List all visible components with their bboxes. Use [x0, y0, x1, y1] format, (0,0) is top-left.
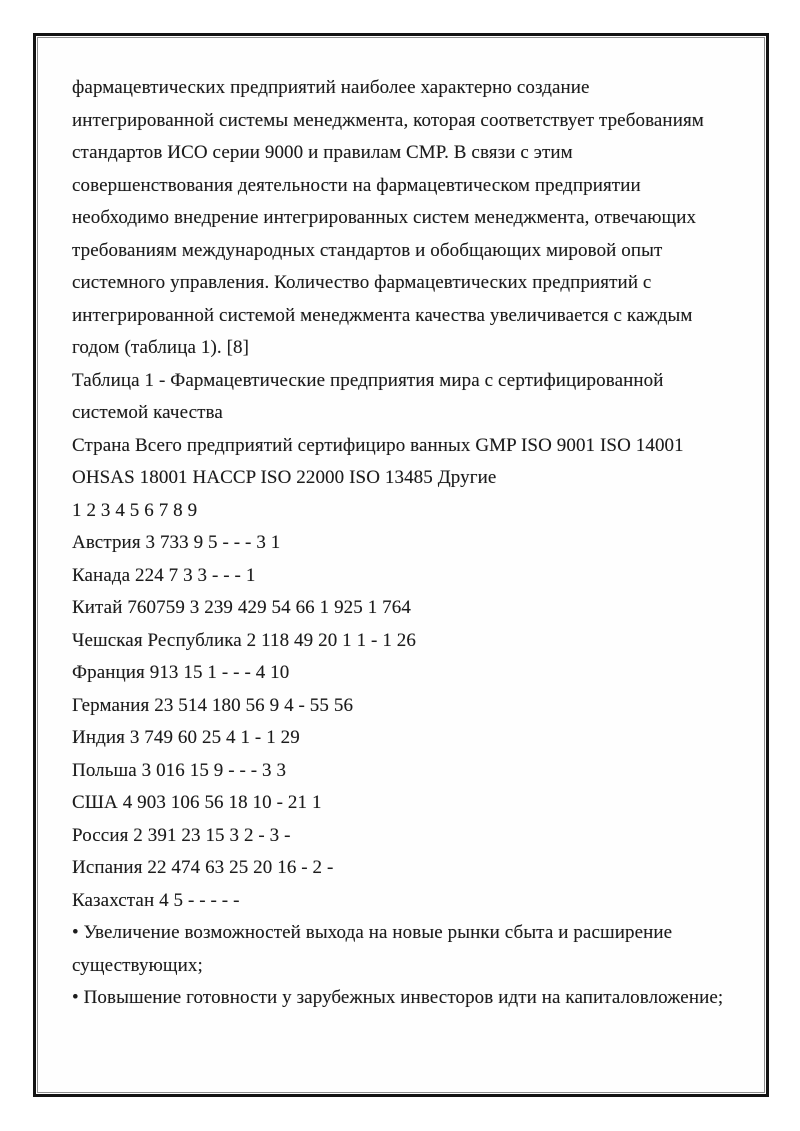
- table-row: Казахстан 4 5 - - - - -: [72, 889, 240, 911]
- table-caption-line: Таблица 1 - Фармацевтические предприятия мира с сертифицированной: [72, 369, 664, 391]
- table-row: Канада 224 7 3 3 - - - 1: [72, 564, 256, 586]
- table-column-numbers-row: 1 2 3 4 5 6 7 8 9: [72, 499, 198, 521]
- bullet-line: существующих;: [72, 954, 203, 976]
- paragraph-line: требованиям международных стандартов и обобщающих мировой опыт: [72, 239, 663, 261]
- paragraph-line: годом (таблица 1). [8]: [72, 337, 250, 358]
- paragraph-line: фармацевтических предприятий наиболее характерно создание: [72, 77, 590, 98]
- table-row: Австрия 3 733 9 5 - - - 3 1: [72, 532, 281, 553]
- table-row: Россия 2 391 23 15 3 2 - 3 -: [72, 824, 291, 846]
- paragraph-line: стандартов ИСО серии 9000 и правилам СМР. В связи с этим: [72, 142, 573, 163]
- paragraph-line: интегрированной системы менеджмента, которая соответствует требованиям: [72, 109, 704, 131]
- page-border-inner-line: [37, 37, 765, 1093]
- page-border: [33, 33, 769, 1097]
- table-row: Франция 913 15 1 - - - 4 10: [72, 662, 290, 683]
- page-content: [38, 38, 764, 1015]
- table-header-line: OHSAS 18001 HACCP ISO 22000 ISO 13485 Другие: [72, 467, 497, 488]
- paragraph-line: интегрированной системой менеджмента качества увеличивается с каждым: [72, 304, 693, 326]
- table-row: Чешская Республика 2 118 49 20 1 1 - 1 26: [72, 629, 416, 651]
- paragraph-line: необходимо внедрение интегрированных систем менеджмента, отвечающих: [72, 207, 697, 228]
- bullet-line: • Повышение готовности у зарубежных инвесторов идти на капиталовложение;: [72, 987, 724, 1008]
- table-row: Испания 22 474 63 25 20 16 - 2 -: [72, 857, 334, 878]
- table-header-line: Страна Всего предприятий сертифициро ванных GMP ISO 9001 ISO 14001: [72, 434, 684, 456]
- table-row: США 4 903 106 56 18 10 - 21 1: [72, 792, 322, 813]
- table-row: Германия 23 514 180 56 9 4 - 55 56: [72, 694, 354, 716]
- table-row: Китай 760759 3 239 429 54 66 1 925 1 764: [72, 597, 411, 618]
- table-caption-line: системой качества: [72, 402, 223, 423]
- bullet-line: • Увеличение возможностей выхода на новые рынки сбыта и расширение: [72, 922, 673, 943]
- table-row: Польша 3 016 15 9 - - - 3 3: [72, 759, 287, 781]
- paragraph-line: системного управления. Количество фармацевтических предприятий с: [72, 272, 652, 293]
- paragraph-line: совершенствования деятельности на фармацевтическом предприятии: [72, 174, 641, 196]
- table-row: Индия 3 749 60 25 4 1 - 1 29: [72, 727, 300, 748]
